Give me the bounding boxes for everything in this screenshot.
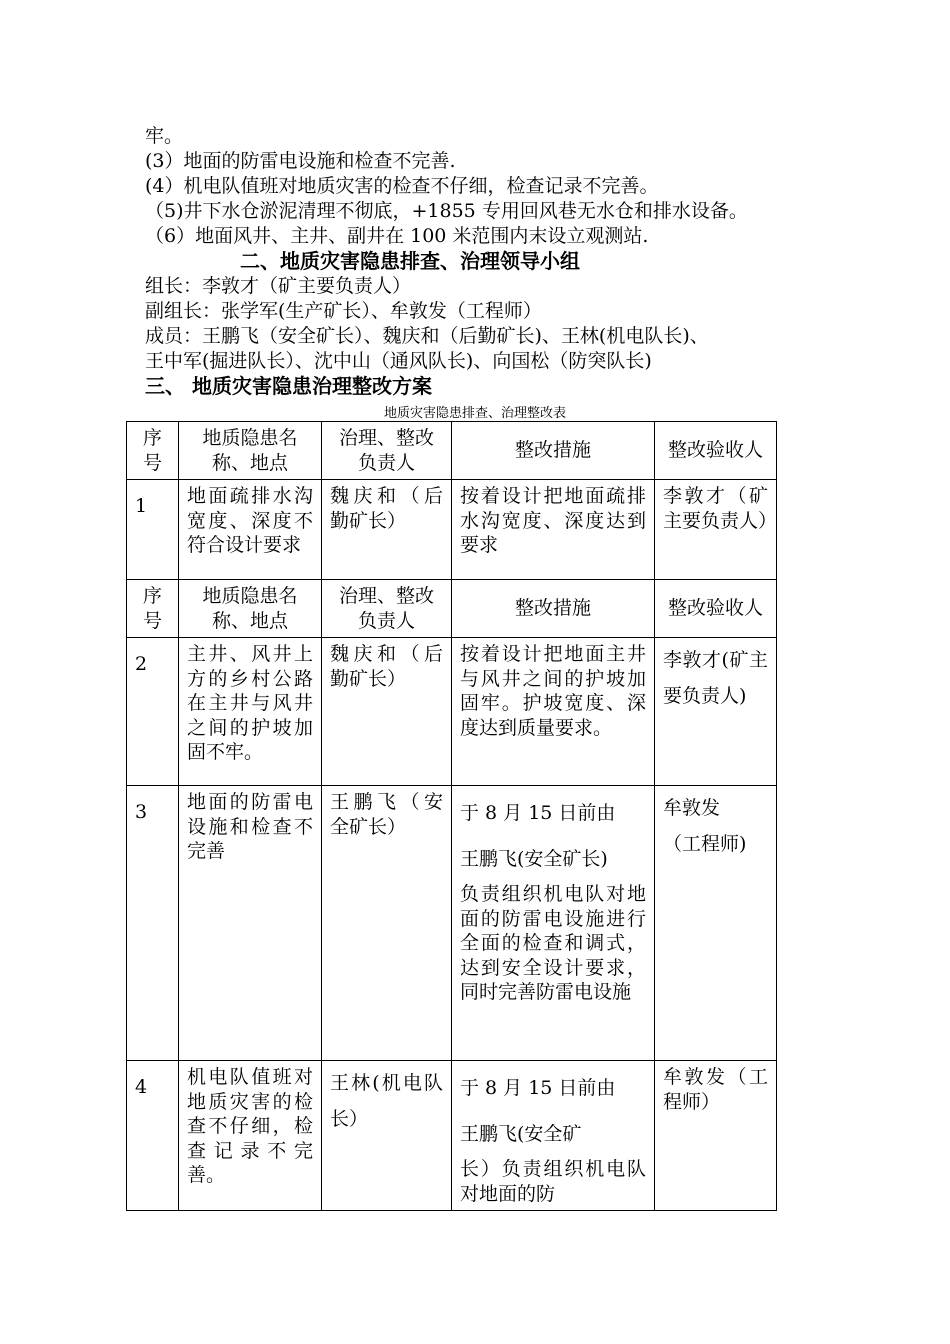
measure-line: 于 8 月 15 日前由 bbox=[460, 1077, 616, 1099]
section2-title: 二、地质灾害隐患排查、治理领导小组 bbox=[240, 249, 580, 273]
intro-line: (3）地面的防雷电设施和检查不完善. bbox=[145, 150, 456, 172]
section2-line: 王中军(掘进队长）、沈中山（通风队长)、向国松（防突队长) bbox=[145, 350, 652, 372]
intro-line: 牢。 bbox=[145, 125, 184, 147]
table-row bbox=[127, 1061, 777, 1211]
header-cell: 治理、整改负责人 bbox=[322, 580, 452, 638]
owner-cell: 魏庆和（后勤矿长） bbox=[322, 480, 452, 580]
owner-cell: 王鹏飞（安全矿长） bbox=[322, 786, 452, 1061]
measure-line: 王鹏飞(安全矿长) bbox=[460, 848, 608, 870]
acceptor-line: （工程师) bbox=[663, 833, 747, 855]
measure-cell: 按着设计把地面主井与风井之间的护坡加固牢。护坡宽度、深度达到质量要求。 bbox=[452, 638, 655, 786]
acceptor-cell bbox=[655, 786, 777, 1061]
section2-line: 副组长：张学军(生产矿长）、牟敦发（工程师） bbox=[145, 300, 542, 322]
header-cell: 治理、整改负责人 bbox=[322, 422, 452, 480]
table-caption: 地质灾害隐患排查、治理整改表 bbox=[383, 406, 566, 421]
hazard-cell: 主井、风井上方的乡村公路在主井与风井之间的护坡加固不牢。 bbox=[179, 638, 322, 786]
section2-line: 组长：李敦才（矿主要负责人） bbox=[145, 275, 412, 297]
owner-cell: 魏庆和（后勤矿长） bbox=[322, 638, 452, 786]
intro-line: （6）地面风井、主井、副井在 100 米范围内末设立观测站. bbox=[145, 225, 649, 247]
hazard-cell: 机电队值班对地质灾害的检查不仔细，检查记录不完善。 bbox=[179, 1061, 322, 1211]
measure-cell: 按着设计把地面疏排水沟宽度、深度达到要求 bbox=[452, 480, 655, 580]
header-cell: 整改措施 bbox=[452, 580, 655, 638]
header-cell: 整改验收人 bbox=[655, 422, 777, 480]
intro-line: （5)井下水仓淤泥清理不彻底，+1855 专用回风巷无水仓和排水设备。 bbox=[145, 200, 748, 222]
table-header-row bbox=[127, 422, 777, 480]
section3-title: 三、 地质灾害隐患治理整改方案 bbox=[145, 374, 432, 398]
section2-line: 成员：王鹏飞（安全矿长）、魏庆和（后勤矿长)、王林(机电队长)、 bbox=[145, 325, 709, 347]
hazard-cell: 地面的防雷电设施和检查不完善 bbox=[179, 786, 322, 1061]
hazard-table bbox=[126, 421, 777, 1211]
row-number: 2 bbox=[127, 638, 179, 786]
row-number: 1 bbox=[127, 480, 179, 580]
row-number: 4 bbox=[127, 1061, 179, 1211]
measure-line: 王鹏飞(安全矿 bbox=[460, 1123, 582, 1145]
acceptor-cell: 李敦才(矿主要负责人) bbox=[655, 638, 777, 786]
header-cell: 整改验收人 bbox=[655, 580, 777, 638]
owner-cell: 王林(机电队长） bbox=[322, 1061, 452, 1211]
measure-line: 于 8 月 15 日前由 bbox=[460, 802, 616, 824]
row-number: 3 bbox=[127, 786, 179, 1061]
measure-line: 长）负责组织机电队对地面的防 bbox=[460, 1158, 646, 1205]
measure-cell bbox=[452, 1061, 655, 1211]
header-cell: 地质隐患名称、地点 bbox=[179, 422, 322, 480]
table-header-row bbox=[127, 580, 777, 638]
acceptor-line: 牟敦发 bbox=[663, 797, 721, 819]
measure-line: 负责组织机电队对地面的防雷电设施进行全面的检查和调式，达到安全设计要求，同时完善防雷电设施 bbox=[460, 883, 646, 1003]
header-cell: 整改措施 bbox=[452, 422, 655, 480]
header-cell: 序号 bbox=[127, 422, 179, 480]
table-row bbox=[127, 638, 777, 786]
acceptor-cell: 牟敦发（工程师） bbox=[655, 1061, 777, 1211]
table-row bbox=[127, 786, 777, 1061]
header-cell: 序号 bbox=[127, 580, 179, 638]
intro-line: (4）机电队值班对地质灾害的检查不仔细，检查记录不完善。 bbox=[145, 175, 659, 197]
acceptor-cell: 李敦才（矿主要负责人） bbox=[655, 480, 777, 580]
hazard-cell: 地面疏排水沟宽度、深度不符合设计要求 bbox=[179, 480, 322, 580]
header-cell: 地质隐患名称、地点 bbox=[179, 580, 322, 638]
table-row bbox=[127, 480, 777, 580]
measure-cell bbox=[452, 786, 655, 1061]
